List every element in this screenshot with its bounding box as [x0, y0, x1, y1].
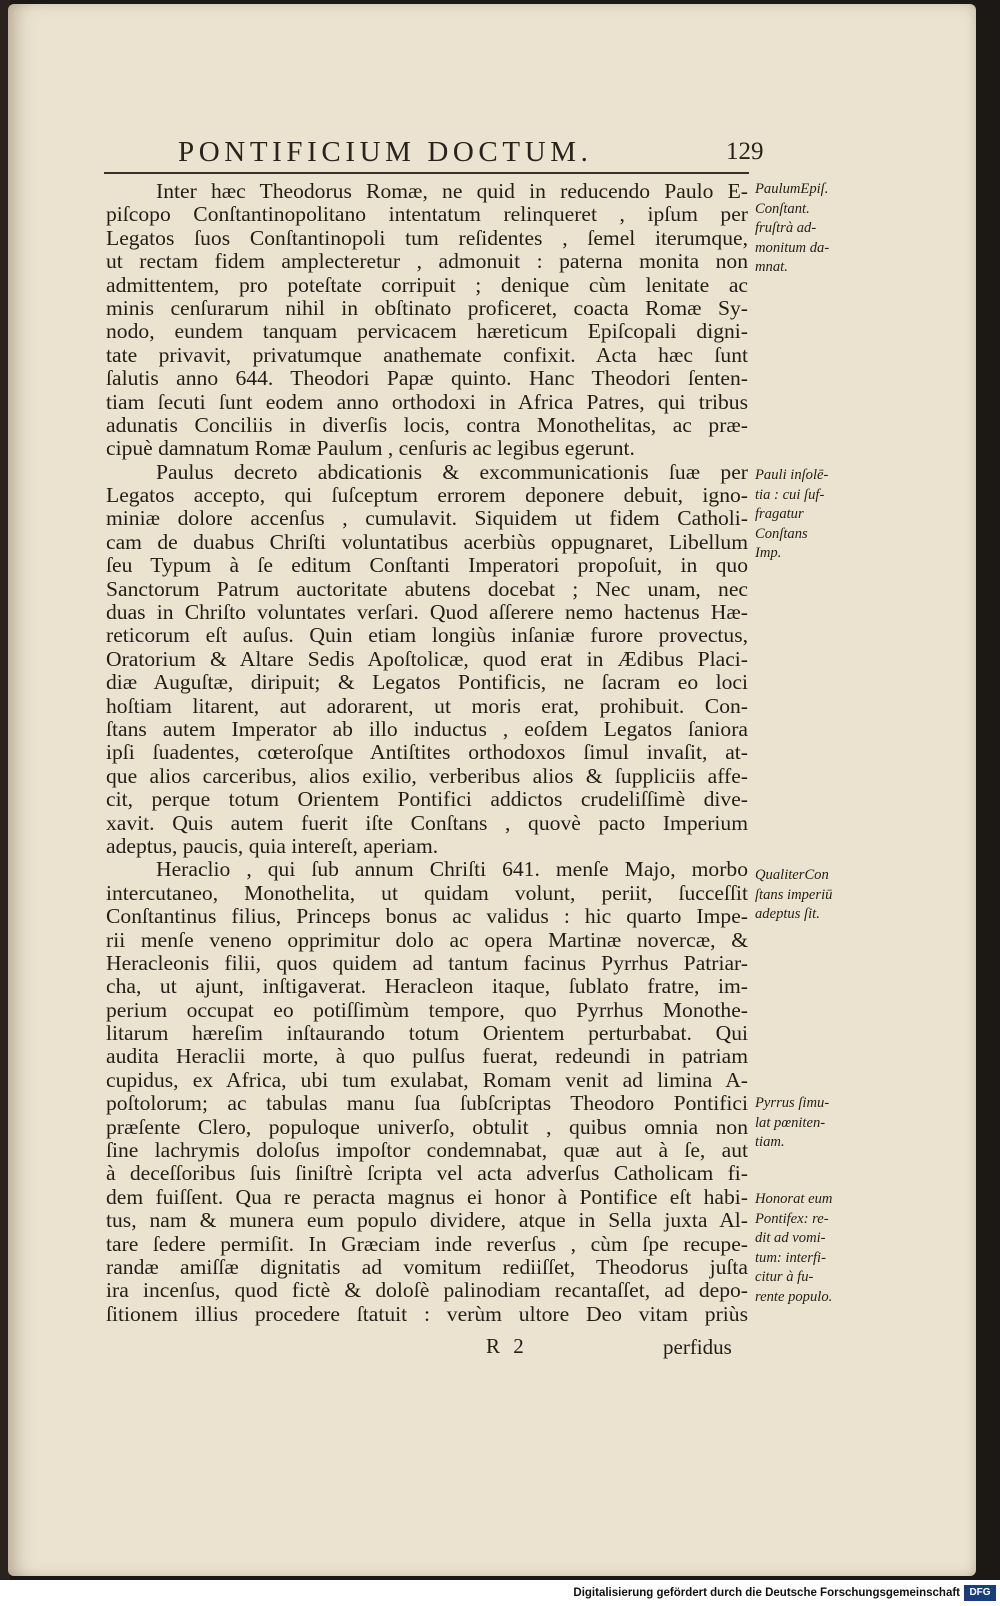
signature-mark: R 2 — [486, 1334, 528, 1358]
text-line: litarum hæreſim inſtaurando totum Orientem perturbabat. Qui — [106, 1021, 748, 1046]
text-line: piſcopo Conſtantinopolitano intentatum relinqueret , ipſum per — [106, 202, 748, 227]
text-line: miniæ dolore accenſus , cumulavit. Siquidem ut fidem Catholi- — [106, 506, 748, 531]
text-line: ſtans autem Imperator ab illo inductus , eoſdem Legatos ſaniora — [106, 716, 748, 741]
page-header — [178, 136, 764, 176]
text-line: ipſi ſuadentes, cœteroſque Antiſtites orthodoxos ſimul invaſit, at- — [106, 740, 748, 765]
text-line: perium occupat eo potiſſimùm tempore, quo Pyrrhus Monothe- — [106, 997, 748, 1022]
text-line: tate privavit, privatumque anathemate confixit. Acta hæc ſunt — [106, 342, 748, 367]
book-page — [8, 4, 976, 1576]
text-line: audita Heraclii morte, à quo pulſus fuerat, redeundi in patriam — [106, 1044, 748, 1069]
text-line: ſalutis anno 644. Theodori Papæ quinto. Hanc Theodori ſenten- — [106, 366, 748, 391]
marginal-note: Pyrrus ſimu- lat pœniten- tiam. — [755, 1095, 830, 1151]
text-line: Sanctorum Patrum auctoritate abutens docebat ; Nec unam, nec — [106, 576, 748, 601]
text-line: Legatos accepto, qui ſuſceptum errorem deponere debuit, igno- — [106, 483, 748, 508]
text-line: dem fuiſſent. Qua re peracta magnus ei honor à Pontifice eſt habi- — [106, 1184, 748, 1209]
digitization-footer — [0, 1580, 1000, 1606]
text-line: minis cenſurarum nihil in obſtinato proficeret, coacta Romæ Sy- — [106, 295, 748, 320]
text-line: duas in Chriſto voluntates verſari. Quod aſſerere nemo hactenus Hæ- — [106, 600, 748, 625]
text-line: præſente Clero, populoque univerſo, obtulit , quibus omnia non — [106, 1114, 748, 1139]
text-line: Oratorium & Altare Sedis Apoſtolicæ, quod erat in Ædibus Placi- — [106, 646, 748, 671]
main-text-column — [106, 180, 748, 1326]
text-line: poſtolorum; ac tabulas manu ſua ſubſcriptas Theodoro Pontifici — [106, 1091, 748, 1116]
text-line: tus, nam & munera eum populo dividere, atque in Sella juxta Al- — [106, 1208, 748, 1233]
text-line: ira incenſus, quod fictè & doloſè palinodiam recantaſſet, ad depo- — [106, 1278, 748, 1303]
marginal-note: Pauli inſolē- tia : cui ſuf- fragatur Conſtans Imp. — [755, 467, 829, 562]
text-line: à deceſſoribus ſuis ſiniſtrè ſcripta vel acta adverſus Catholicam fi- — [106, 1161, 748, 1186]
text-line: xavit. Quis autem fuerit iſte Conſtans , quovè pacto Imperium — [106, 810, 748, 835]
text-line: intercutaneo, Monothelita, ut quidam volunt, periit, ſucceſſit — [106, 880, 748, 905]
text-line: cit, perque totum Orientem Pontifici addictos crudeliſſimè dive- — [106, 787, 748, 812]
text-line: ſitionem illius procedere ſtatuit : verùm ultore Deo vitam priùs — [106, 1301, 748, 1326]
text-line: tare ſedere permiſit. In Græciam inde reverſus , cùm ſpe recupe- — [106, 1231, 748, 1256]
text-line: tiam ſecuti ſunt eodem anno orthodoxi in Africa Patres, qui tribus — [106, 389, 748, 414]
footer-credit: Digitalisierung gefördert durch die Deutsche Forschungsgemeinschaft — [573, 1587, 960, 1599]
text-line: cha, ut ajunt, inſtigaverat. Heracleon itaque, ſublato fratre, im- — [106, 974, 748, 999]
text-line: Heracleonis filii, quos quidem ad tantum facinus Pyrrhus Patriar- — [106, 950, 748, 975]
text-line: que alios carceribus, alios exilio, verberibus alios & ſuppliciis affe- — [106, 763, 748, 788]
text-line: diæ Auguſtæ, diripuit; & Legatos Pontificis, ne ſacram eo loci — [106, 670, 748, 695]
text-line: randæ amiſſæ dignitatis ad vomitum rediiſſet, Theodorus juſta — [106, 1254, 748, 1279]
marginal-note: Honorat eum Pontifex: re- dit ad vomi- tum: interfi- citur à fu- rente populo. — [755, 1191, 833, 1305]
text-line: rii menſe veneno opprimitur dolo ac opera Martinæ novercæ, & — [106, 927, 748, 952]
text-line: ſine lachrymis doloſus impoſtor condemnabat, quæ aut à ſe, aut — [106, 1138, 748, 1163]
text-line: Conſtantinus filius, Princeps bonus ac validus : hic quarto Impe- — [106, 904, 748, 929]
text-line: Paulus decreto abdicationis & excommunicationis ſuæ per — [156, 459, 748, 484]
page-number: 129 — [726, 138, 764, 165]
text-line: hoſtiam litarent, aut adorarent, ut moris erat, prohibuit. Con- — [106, 693, 748, 718]
text-line: cupidus, ex Africa, ubi tum exulabat, Romam venit ad limina A- — [106, 1067, 748, 1092]
text-line: cipuè damnatum Romæ Paulum , cenſuris ac legibus egerunt. — [106, 436, 635, 461]
text-line: reticorum eſt auſus. Quin etiam longiùs inſaniæ furore provectus, — [106, 623, 748, 648]
text-line: cam de duabus Chriſti voluntatibus acerbiùs oppugnaret, Libellum — [106, 529, 748, 554]
text-line: Heraclio , qui ſub annum Chriſti 641. menſe Majo, morbo — [156, 857, 748, 882]
header-rule — [104, 172, 749, 174]
catchword: perfidus — [663, 1335, 732, 1359]
text-line: adeptus, paucis, quia intereſt, aperiam. — [106, 833, 439, 858]
marginal-note: PaulumEpiſ. Conſtant. fruſtrà ad- monitum da- mnat. — [755, 181, 830, 276]
text-line: ut rectam fidem amplecteretur , admonuit : paterna monita non — [106, 249, 748, 274]
text-line: ſeu Typum à ſe editum Conſtanti Imperatori propoſuit, in quo — [106, 553, 748, 578]
text-line: admittentem, pro poteſtate corripuit ; denique cùm lenitate ac — [106, 272, 748, 297]
text-line: adunatis Conciliis in diverſis locis, contra Monothelitas, ac præ- — [106, 412, 748, 437]
running-head: PONTIFICIUM DOCTUM. — [178, 136, 593, 168]
text-line: Inter hæc Theodorus Romæ, ne quid in reducendo Paulo E- — [156, 179, 748, 203]
marginal-note: QualiterCon ſtans imperiū adeptus ſit. — [755, 867, 833, 923]
text-line: nodo, eundem tanquam pervicacem hæreticum Epiſcopali digni- — [106, 319, 748, 344]
dfg-logo: DFG — [964, 1585, 996, 1601]
text-line: Legatos ſuos Conſtantinopoli tum reſidentes , ſemel iterumque, — [106, 225, 748, 250]
